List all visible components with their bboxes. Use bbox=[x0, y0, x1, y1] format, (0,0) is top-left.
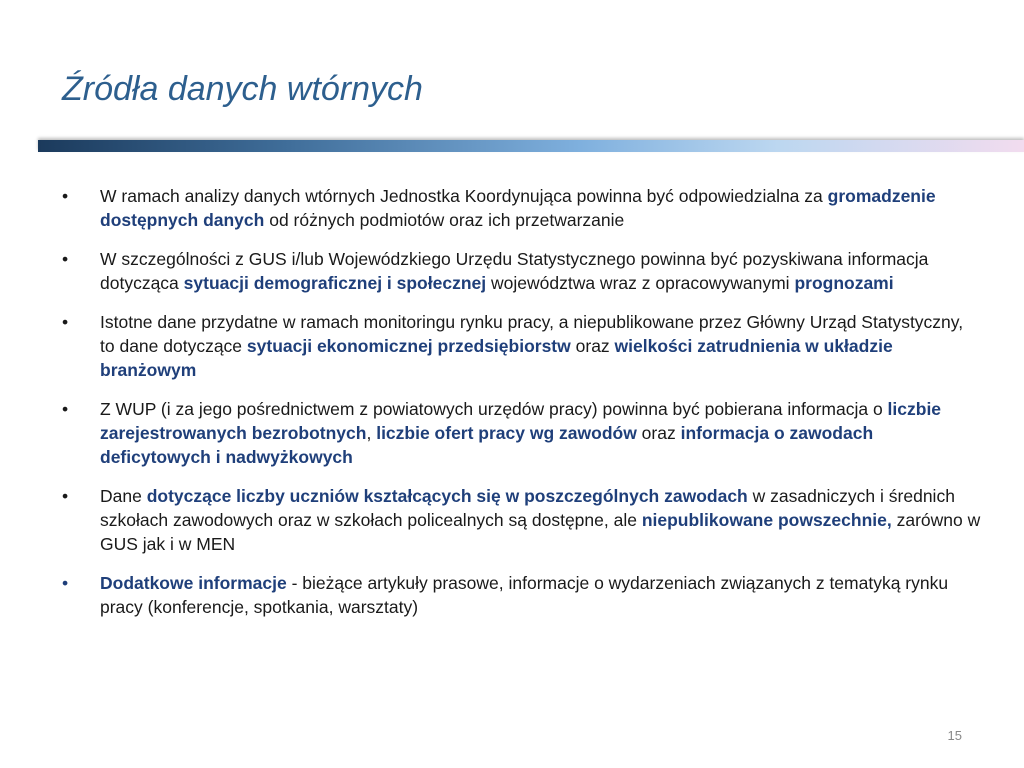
bullet-highlight: niepublikowane powszechnie, bbox=[641, 510, 892, 530]
bullet-seg: Dane bbox=[100, 486, 147, 506]
bullet-highlight: Dodatkowe informacje bbox=[100, 573, 287, 593]
bullet-highlight: sytuacji ekonomicznej przedsiębiorstw bbox=[246, 336, 571, 356]
bullet-dot-icon: • bbox=[62, 399, 69, 419]
bullet-seg: W szczególności z GUS i/lub Wojewódzkiego Urzędu Statystycznego powinna być pozyskiwana informacja dotycząca bbox=[100, 249, 929, 293]
bullet-dot-icon: • bbox=[62, 249, 69, 269]
bullet-highlight: gromadzenie dostępnych danych bbox=[100, 186, 936, 230]
bullet-highlight: prognozami bbox=[794, 273, 894, 293]
bullet-highlight: wielkości zatrudnienia w układzie branżowym bbox=[100, 336, 893, 380]
bullet-seg: zarówno w GUS jak i w MEN bbox=[100, 510, 981, 554]
bullet-seg: oraz bbox=[570, 336, 615, 356]
bullet-list bbox=[62, 184, 982, 634]
bullet-dot-icon: • bbox=[62, 573, 69, 593]
bullet-highlight: liczbie ofert pracy wg zawodów bbox=[376, 423, 637, 443]
bullet-seg: , bbox=[366, 423, 377, 443]
bullet-highlight: sytuacji demograficznej i społecznej bbox=[183, 273, 487, 293]
bullet-seg: Istotne dane przydatne w ramach monitoringu rynku pracy, a niepublikowane przez Główny Urząd Statystyczny, to dane dotyczące bbox=[100, 312, 964, 356]
bullet-seg: województwa wraz z opracowywanymi bbox=[486, 273, 795, 293]
bullet-item bbox=[62, 484, 982, 556]
bullet-seg: W ramach analizy danych wtórnych Jednostka Koordynująca powinna być odpowiedzialna za bbox=[100, 186, 828, 206]
bullet-highlight: informacja o zawodach deficytowych i nadwyżkowych bbox=[100, 423, 874, 467]
bullet-highlight: dotyczące liczby uczniów kształcących się w poszczególnych zawodach bbox=[146, 486, 748, 506]
bullet-seg: w zasadniczych i średnich szkołach zawodowych oraz w szkołach policealnych są dostępne, ale bbox=[100, 486, 955, 530]
page-number: 15 bbox=[947, 728, 962, 743]
bullet-dot-icon: • bbox=[62, 186, 69, 206]
title-divider bbox=[38, 140, 1024, 152]
bullet-seg: Z WUP (i za jego pośrednictwem z powiatowych urzędów pracy) powinna być pobierana informacja o bbox=[100, 399, 888, 419]
bullet-dot-icon: • bbox=[62, 312, 69, 332]
slide-title: Źródła danych wtórnych bbox=[62, 70, 423, 108]
bullet-item bbox=[62, 571, 982, 619]
bullet-seg: od różnych podmiotów oraz ich przetwarzanie bbox=[264, 210, 625, 230]
bullet-seg: - bieżące artykuły prasowe, informacje o wydarzeniach związanych z tematyką rynku pracy (konferencje, spotkania, warsztaty) bbox=[100, 573, 949, 617]
bullet-item bbox=[62, 310, 982, 382]
bullet-dot-icon: • bbox=[62, 486, 69, 506]
bullet-item bbox=[62, 397, 982, 469]
bullet-highlight: liczbie zarejestrowanych bezrobotnych bbox=[100, 399, 942, 443]
bullet-item bbox=[62, 247, 982, 295]
bullet-seg: oraz bbox=[636, 423, 681, 443]
bullet-item bbox=[62, 184, 982, 232]
